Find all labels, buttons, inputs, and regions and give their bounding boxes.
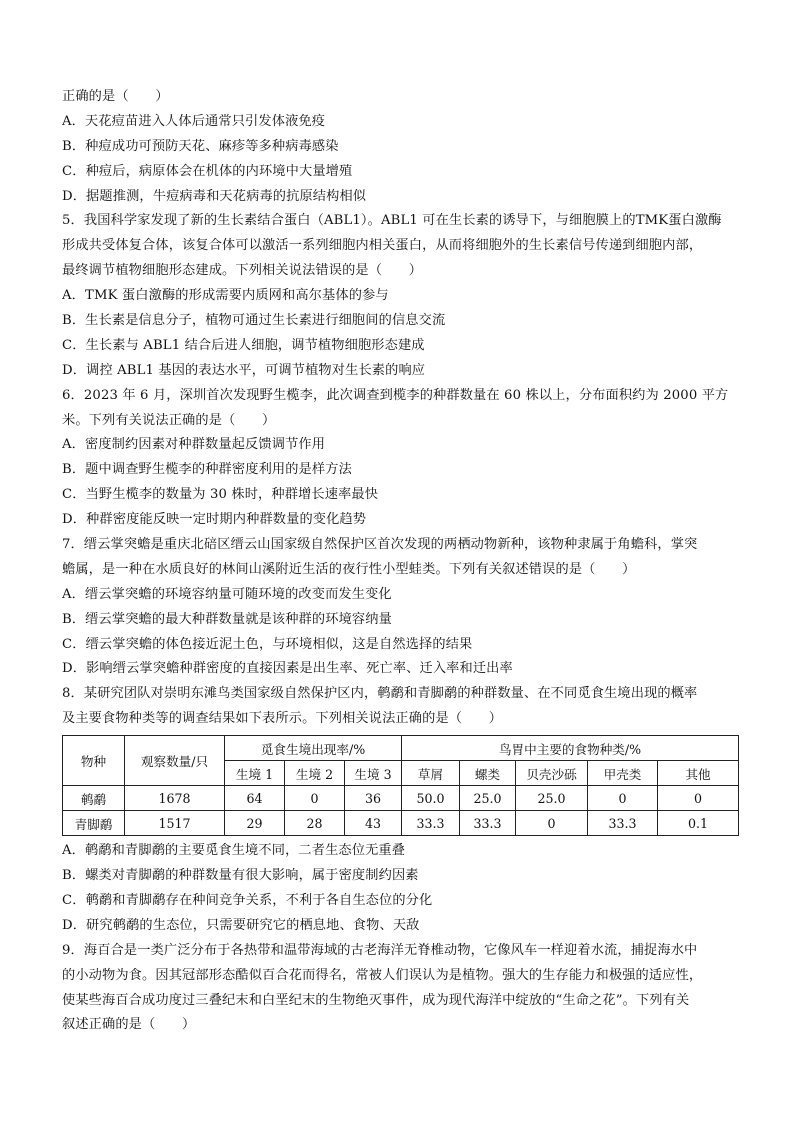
q9-stem-line: 叙述正确的是（ ） — [62, 1017, 196, 1033]
q4-stem-tail: 正确的是（ ） — [62, 89, 169, 104]
q7-option-c: C．缙云掌突蟾的体色接近泥土色，与环境相似，这是自然选择的结果 — [62, 636, 473, 652]
q6-stem-line: 米。下列有关说法正确的是（ ） — [62, 412, 276, 428]
cell-count: 1678 — [125, 786, 225, 811]
cell-food-shell: 0 — [516, 811, 588, 836]
header-food-shell: 贝壳沙砾 — [516, 761, 588, 786]
header-food-grass: 草屑 — [402, 761, 460, 786]
q9-stem-line: 9．海百合是一类广泛分布于各热带和温带海域的古老海洋无脊椎动物，它像风车一样迎着水流，捕捉海水中 — [62, 942, 698, 958]
cell-food-snail: 25.0 — [460, 786, 516, 811]
q6-option-a: A．密度制约因素对种群数量起反馈调节作用 — [62, 437, 326, 453]
q8-option-a: A．鹌鹬和青脚鹬的主要觅食生境不同，二者生态位无重叠 — [62, 843, 406, 859]
cell-habitat-3: 43 — [345, 811, 402, 836]
header-food-snail: 螺类 — [460, 761, 516, 786]
q7-stem — [62, 536, 742, 579]
cell-food-snail: 33.3 — [460, 811, 516, 836]
header-habitat: 觅食生境出现率/% — [225, 736, 402, 761]
cell-food-other: 0.1 — [658, 811, 739, 836]
q7-option-a: A．缙云掌突蟾的环境容纳量可随环境的改变而发生变化 — [62, 586, 392, 602]
q7-stem-line: 7．缙云掌突蟾是重庆北碚区缙云山国家级自然保护区首次发现的两栖动物新种，该物种隶属于角蟾科，掌突 — [62, 537, 698, 553]
cell-food-crustacean: 0 — [588, 786, 658, 811]
header-food: 鸟胃中主要的食物种类/% — [402, 736, 739, 761]
q5-option-a: A．TMK 蛋白激酶的形成需要内质网和高尔基体的参与 — [62, 288, 389, 304]
q6-option-c: C．当野生榄李的数量为 30 株时，种群增长速率最快 — [62, 487, 379, 503]
q4-option-b: B．种痘成功可预防天花、麻疹等多种病毒感染 — [62, 138, 339, 154]
q9-stem — [62, 942, 742, 1035]
q4-option-d: D．据题推测，牛痘病毒和天花病毒的抗原结构相似 — [62, 188, 367, 204]
q6-option-d: D．种群密度能反映一定时期内种群数量的变化趋势 — [62, 512, 367, 528]
q5-stem — [62, 212, 742, 280]
q8-option-d: D．研究鹌鹬的生态位，只需要研究它的栖息地、食物、天敌 — [62, 917, 420, 933]
cell-species: 鹌鹬 — [63, 786, 125, 811]
cell-habitat-2: 0 — [285, 786, 345, 811]
q8-stem-line: 8．某研究团队对崇明东滩鸟类国家级自然保护区内，鹌鹬和青脚鹬的种群数量、在不同觅食生境出现的概率 — [62, 686, 698, 702]
q6-stem — [62, 387, 742, 430]
q7-stem-line: 蟾属，是一种在水质良好的林间山溪附近生活的夜行性小型蛙类。下列有关叙述错误的是（ ） — [62, 561, 636, 577]
q7-option-b: B．缙云掌突蟾的最大种群数量就是该种群的环境容纳量 — [62, 611, 392, 627]
cell-food-crustacean: 33.3 — [588, 811, 658, 836]
cell-habitat-2: 28 — [285, 811, 345, 836]
header-habitat-2: 生境 2 — [285, 761, 345, 786]
exam-page — [62, 88, 742, 1041]
cell-food-grass: 33.3 — [402, 811, 460, 836]
header-food-other: 其他 — [658, 761, 739, 786]
cell-food-other: 0 — [658, 786, 739, 811]
q8-stem — [62, 685, 742, 728]
q4-option-c: C．种痘后，病原体会在机体的内环境中大量增殖 — [62, 163, 353, 179]
q6-stem-line: 6．2023 年 6 月，深圳首次发现野生榄李，此次调查到榄李的种群数量在 60 株以上，分布面积约为 2000 平方 — [62, 387, 729, 403]
q5-option-d: D．调控 ABL1 基因的表达水平，可调节植物对生长素的响应 — [62, 362, 426, 378]
table-header-row — [63, 736, 739, 761]
q8-stem-line: 及主要食物种类等的调查结果如下表所示。下列相关说法正确的是（ ） — [62, 711, 503, 727]
q8-option-b: B．螺类对青脚鹬的种群数量有很大影响，属于密度制约因素 — [62, 868, 419, 884]
q5-option-c: C．生长素与 ABL1 结合后进人细胞，调节植物细胞形态建成 — [62, 337, 425, 353]
header-habitat-1: 生境 1 — [225, 761, 285, 786]
q6-option-b: B．题中调查野生榄李的种群密度利用的是样方法 — [62, 462, 352, 478]
q5-stem-line: 形成共受体复合体，该复合体可以激活一系列细胞内相关蛋白，从而将细胞外的生长素信号传递到细胞内部， — [62, 238, 703, 254]
cell-habitat-1: 64 — [225, 786, 285, 811]
cell-food-shell: 25.0 — [516, 786, 588, 811]
q4-option-a: A．天花痘苗进入人体后通常只引发体液免疫 — [62, 113, 326, 129]
q9-stem-line: 的小动物为食。因其冠部形态酷似百合花而得名，常被人们误认为是植物。强大的生存能力和极强的适应性， — [62, 967, 703, 983]
cell-count: 1517 — [125, 811, 225, 836]
q8-option-c: C．鹌鹬和青脚鹬存在种间竞争关系，不利于各自生态位的分化 — [62, 892, 433, 908]
q5-option-b: B．生长素是信息分子，植物可通过生长素进行细胞间的信息交流 — [62, 313, 446, 329]
header-count: 观察数量/只 — [125, 736, 225, 786]
table-row — [63, 811, 739, 836]
cell-food-grass: 50.0 — [402, 786, 460, 811]
cell-habitat-1: 29 — [225, 811, 285, 836]
table-row — [63, 786, 739, 811]
cell-habitat-3: 36 — [345, 786, 402, 811]
q7-option-d: D．影响缙云掌突蟾种群密度的直接因素是出生率、死亡率、迁入率和迁出率 — [62, 661, 513, 677]
header-food-crustacean: 甲壳类 — [588, 761, 658, 786]
header-species: 物种 — [63, 736, 125, 786]
q5-stem-line: 最终调节植物细胞形态建成。下列相关说法错误的是（ ） — [62, 263, 423, 279]
header-habitat-3: 生境 3 — [345, 761, 402, 786]
q9-stem-line: 使某些海百合成功度过三叠纪末和白垩纪末的生物绝灭事件，成为现代海洋中绽放的“生命之花”。下列有关 — [62, 992, 690, 1008]
q5-stem-line: 5．我国科学家发现了新的生长素结合蛋白（ABL1）。ABL1 可在生长素的诱导下，与细胞膜上的TMK蛋白激酶 — [62, 213, 722, 229]
cell-species: 青脚鹬 — [63, 811, 125, 836]
survey-table — [62, 735, 739, 836]
